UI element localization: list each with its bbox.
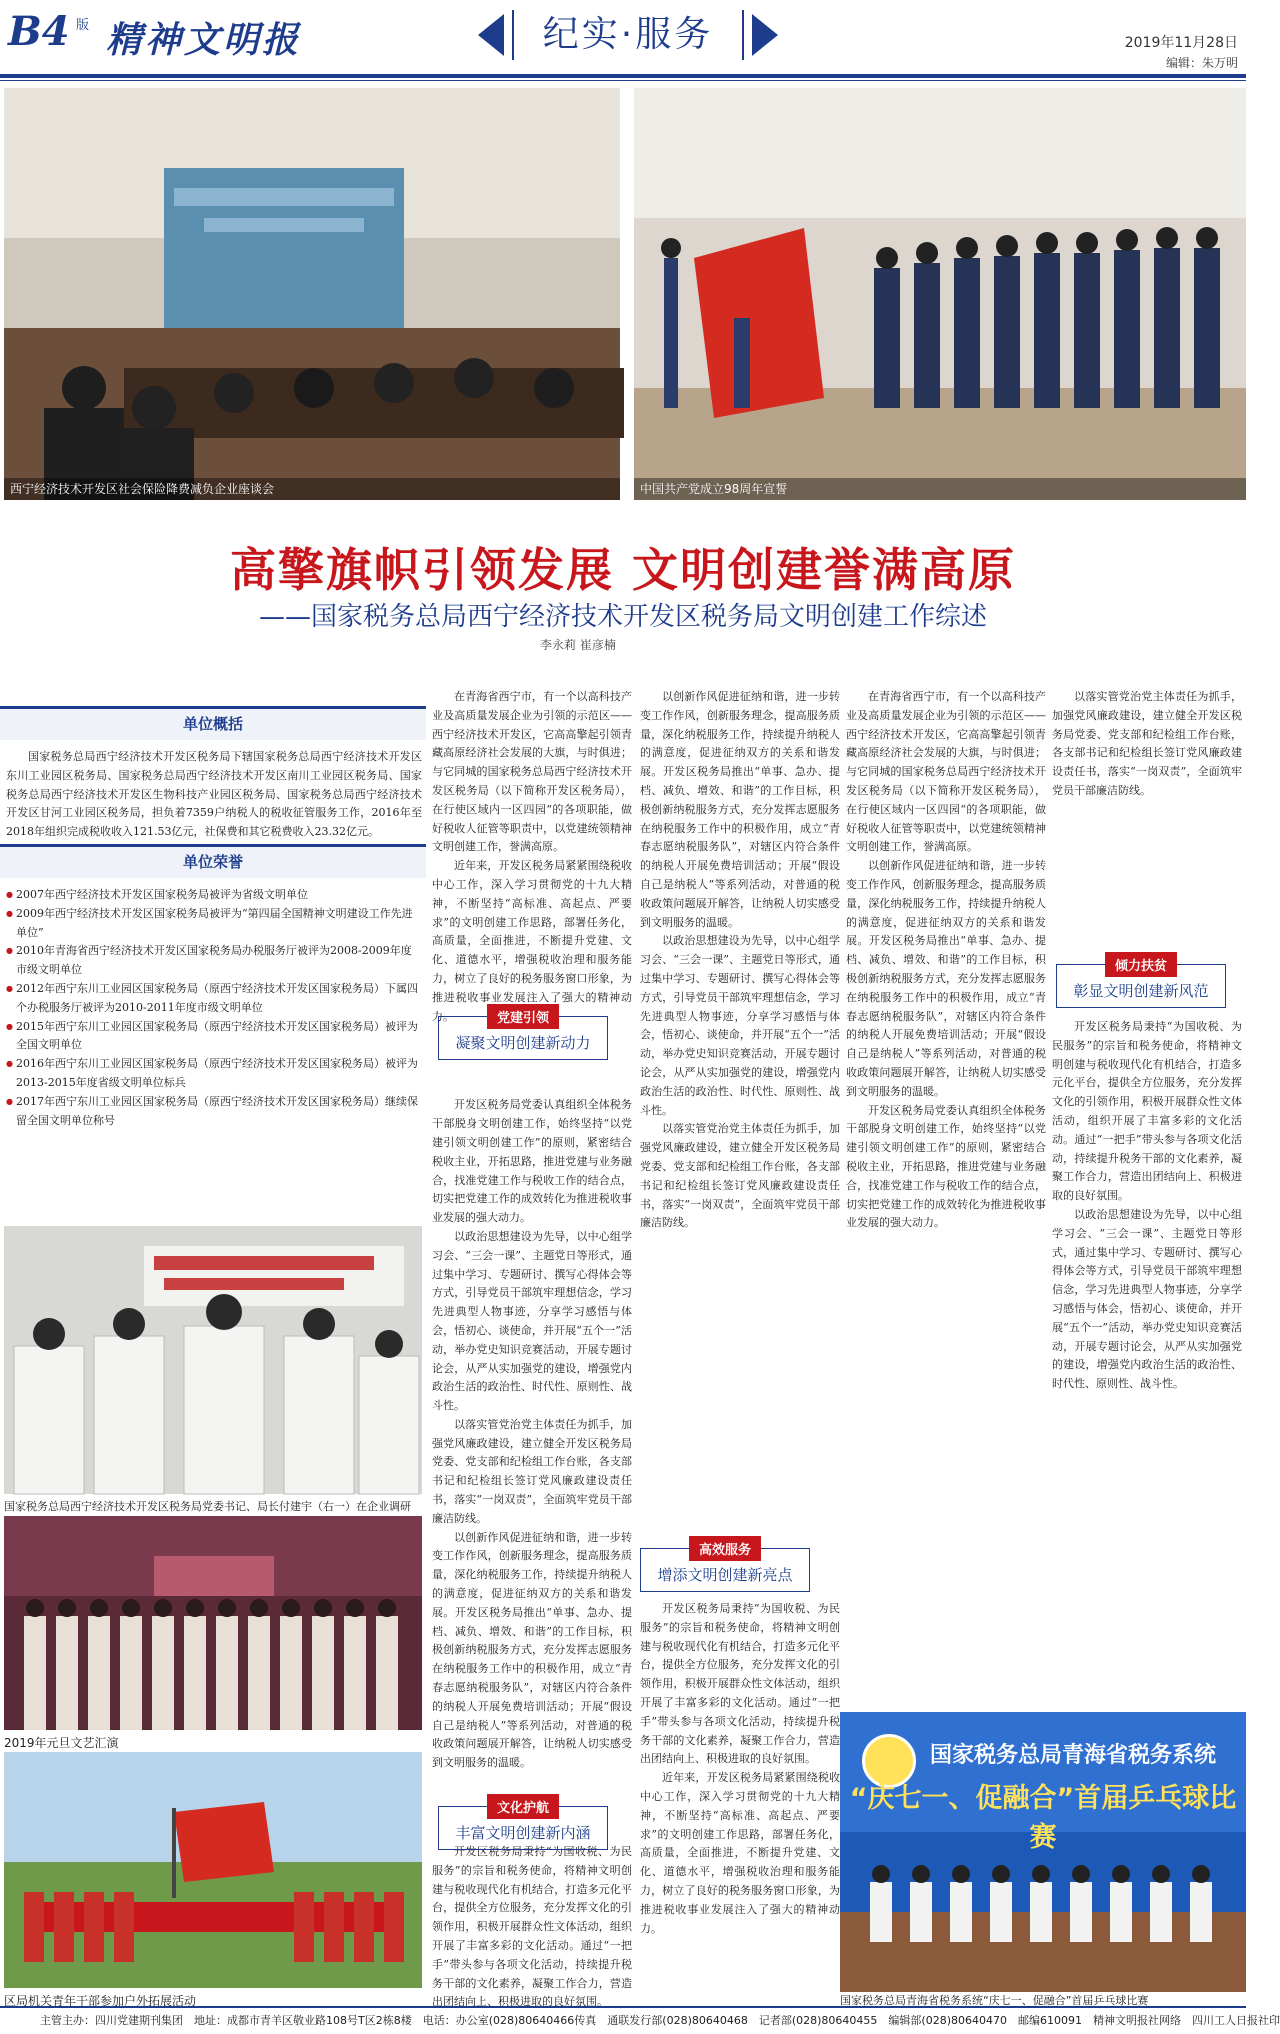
section-culture bbox=[438, 1794, 608, 1850]
photo-oath bbox=[634, 88, 1246, 500]
footer-info: 主管主办：四川党建期刊集团 地址：成都市青羊区敬业路108号T区2栋8楼 电话：办公室(028)80640466传真 通联发行部(028)80640468 记者部(028)80640455 编辑部(028)80640470 邮编610091 精神文明报社网络 四川工人日报社印 bbox=[0, 2006, 1246, 2034]
culture-paragraph: 开发区税务局秉持“为国收税、为民服务”的宗旨和税务使命，将精神文明创建与税收现代化有机结合，打造多元化平台，提供全方位服务，充分发挥文化的引领作用，积极开展群众性文体活动，组织开展了丰富多彩的文化活动。通过“一把手”带头参与各项文化活动，持续提升税务干部的文化素养，凝聚工作合力，营造出团结向上、积极进取的良好氛围。 bbox=[432, 1845, 632, 2009]
honor-item: ● 2009年西宁经济技术开发区国家税务局被评为“第四届全国精神文明建设工作先进单位” bbox=[6, 905, 422, 943]
issue-date: 2019年11月28日 bbox=[1124, 35, 1238, 51]
honor-item: ● 2015年西宁东川工业园区国家税务局（原西宁经济技术开发区国家税务局）被评为全国文明单位 bbox=[6, 1018, 422, 1056]
section-tag: 党建引领 bbox=[487, 1004, 559, 1029]
caption-ping-pong: 国家税务总局青海省税务系统“庆七一、促融合”首届乒乓球比赛 bbox=[840, 1994, 1149, 2007]
party-paragraph: 开发区税务局党委认真组织全体税务干部脱身文明创建工作，始终坚持“以党建引领文明创建工作”的原则，紧密结合税收主业，开拓思路，推进党建与业务融合，找准党建工作与税收工作的结合点，切实把党建工作的成效转化为推进税收事业发展的强大动力。 bbox=[432, 1098, 632, 1225]
section-label: 纪实·服务 bbox=[512, 10, 744, 60]
ping-pong-banner bbox=[840, 1712, 1246, 1992]
article-column-5 bbox=[1052, 688, 1242, 944]
caption-seminar: 西宁经济技术开发区社会保险降费减负企业座谈会 bbox=[4, 478, 620, 500]
outdoor-photo-image bbox=[4, 1752, 422, 1988]
section-title: 凝聚文明创建新动力 bbox=[455, 1034, 591, 1052]
intro-paragraph-2: 近年来，开发区税务局紧紧围绕税收中心工作，深入学习贯彻党的十九大精神，不断坚持“高标准、高起点、严要求”的文明创建工作思路，部署任务化，高质量，全面推进，不断提升党建、文化、道德水平，增强税收治理和服务能力，树立了良好的税务服务窗口形象，为推进税收事业发展注入了强大的精神动力。 bbox=[432, 859, 632, 1023]
lab-photo-image bbox=[4, 1226, 422, 1494]
party-paragraph-2: 以政治思想建设为先导，以中心组学习会、“三会一课”、主题党日等形式，通过集中学习、专题研讨、撰写心得体会等方式，引导党员干部筑牢理想信念，学习先进典型人物事迹，分享学习感悟与体会，悟初心、谈使命，并开展“五个一”活动，举办党史知识竞赛活动，开展专题讨论会，从严从实加强党的建设，增强党内政治生活的政治性、时代性、原则性、战斗性。 bbox=[432, 1229, 632, 1413]
honor-item: ● 2007年西宁经济技术开发区国家税务局被评为省级文明单位 bbox=[6, 886, 422, 905]
section-banner bbox=[478, 6, 778, 64]
honors-list bbox=[6, 886, 422, 1130]
body-paragraph: 以政治思想建设为先导，以中心组学习会、“三会一课”、主题党日等形式，通过集中学习、专题研讨、撰写心得体会等方式，引导党员干部筑牢理想信念，学习先进典型人物事迹，分享学习感悟与体会，悟初心、谈使命，并开展“五个一”活动，举办党史知识竞赛活动，开展专题讨论会，从严从实加强党的建设，增强党内政治生活的政治性、时代性、原则性、战斗性。 bbox=[1052, 1207, 1242, 1391]
body-paragraph: 开发区税务局秉持“为国收税、为民服务”的宗旨和税务使命，将精神文明创建与税收现代化有机结合，打造多元化平台，提供全方位服务，充分发挥文化的引领作用，积极开展群众性文体活动，组织开展了丰富多彩的文化活动。通过“一把手”带头参与各项文化活动，持续提升税务干部的文化素养，凝聚工作合力，营造出团结向上、积极进取的良好氛围。 bbox=[640, 1602, 840, 1766]
body-paragraph: 开发区税务局秉持“为国收税、为民服务”的宗旨和税务使命，将精神文明创建与税收现代化有机结合，打造多元化平台，提供全方位服务，充分发挥文化的引领作用，积极开展群众性文体活动，组织开展了丰富多彩的文化活动。通过“一把手”带头参与各项文化活动，持续提升税务干部的文化素养，凝聚工作合力，营造出团结向上、积极进取的良好氛围。 bbox=[1052, 1020, 1242, 1203]
article-column-3b bbox=[640, 1600, 840, 2000]
arrow-left-icon bbox=[478, 14, 504, 56]
honor-item: ● 2017年西宁东川工业园区国家税务局（原西宁经济技术开发区国家税务局）继续保留全国文明单位称号 bbox=[6, 1093, 422, 1131]
photo-outdoor bbox=[4, 1752, 422, 1988]
honor-item: ● 2010年青海省西宁经济技术开发区国家税务局办税服务厅被评为2008-2009年度市级文明单位 bbox=[6, 942, 422, 980]
headline-subtitle: ——国家税务总局西宁经济技术开发区税务局文明创建工作综述 bbox=[258, 602, 987, 632]
section-tag: 文化护航 bbox=[487, 1794, 559, 1819]
body-paragraph: 以落实管党治党主体责任为抓手，加强党风廉政建设，建立健全开发区税务局党委、党支部和纪检组工作台账，各支部书记和纪检组长签订党风廉政建设责任书，落实“一岗双责”，全面筑牢党员干部廉洁防线。 bbox=[1052, 690, 1242, 797]
masthead bbox=[0, 0, 1246, 80]
body-paragraph: 以政治思想建设为先导，以中心组学习会、“三会一课”、主题党日等形式，通过集中学习、专题研讨、撰写心得体会等方式，引导党员干部筑牢理想信念，学习先进典型人物事迹，分享学习感悟与体会，悟初心、谈使命，并开展“五个一”活动，举办党史知识竞赛活动，开展专题讨论会，从严从实加强党的建设，增强党内政治生活的政治性、时代性、原则性、战斗性。 bbox=[640, 934, 840, 1117]
honors-title: 单位荣誉 bbox=[0, 844, 426, 878]
style-paragraph: 以创新作风促进征纳和谐，进一步转变工作作风，创新服务理念，提高服务质量，深化纳税服务工作，持续提升纳税人的满意度，促进征纳双方的关系和谐发展。开发区税务局推出“单事、急办、提档、减负、增效、和谐”的工作目标，积极创新纳税服务方式，充分发挥志愿服务在纳税服务工作中的积极作用，成立“青春志愿纳税服务队”，对辖区内符合条件的纳税人开展免费培训活动；开展“假设自己是纳税人”等系列活动，对普通的税收政策问题展开解答，让纳税人切实感受到文明服务的温暖。 bbox=[432, 1530, 632, 1770]
overview-title: 单位概括 bbox=[0, 706, 426, 740]
body-paragraph: 开发区税务局党委认真组织全体税务干部脱身文明创建工作，始终坚持“以党建引领文明创建工作”的原则，紧密结合税收主业，开拓思路，推进党建与业务融合，找准党建工作与税收工作的结合点，切实把党建工作的成效转化为推进税收事业发展的强大动力。 bbox=[846, 1103, 1046, 1230]
caption-gala: 2019年元旦文艺汇演 bbox=[4, 1736, 119, 1750]
body-paragraph: 以创新作风促进征纳和谐，进一步转变工作作风，创新服务理念，提高服务质量，深化纳税服务工作，持续提升纳税人的满意度，促进征纳双方的关系和谐发展。开发区税务局推出“单事、急办、提档、减负、增效、和谐”的工作目标，积极创新纳税服务方式，充分发挥志愿服务在纳税服务工作中的积极作用，成立“青春志愿纳税服务队”，对辖区内符合条件的纳税人开展免费培训活动；开展“假设自己是纳税人”等系列活动，对普通的税收政策问题展开解答，让纳税人切实感受到文明服务的温暖。 bbox=[640, 690, 840, 929]
body-paragraph: 近年来，开发区税务局紧紧围绕税收中心工作，深入学习贯彻党的十九大精神，不断坚持“高标准、高起点、严要求”的文明创建工作思路，部署任务化，高质量，全面推进，不断提升党建、文化、道德水平，增强税收治理和服务能力，树立了良好的税务服务窗口形象，为推进税收事业发展注入了强大的精神动力。 bbox=[640, 1771, 840, 1935]
masthead-rule bbox=[0, 74, 1246, 78]
section-title: 增添文明创建新亮点 bbox=[657, 1566, 793, 1584]
section-party-building bbox=[438, 1004, 608, 1060]
photo-seminar bbox=[4, 88, 620, 500]
body-paragraph: 在青海省西宁市，有一个以高科技产业及高质量发展企业为引领的示范区——西宁经济技术开发区，它高高擎起引领青藏高原经济社会发展的大旗，与时俱进；与它同城的国家税务总局西宁经济技术开发区税务局（以下简称开发区税务局），在行使区域内一区四园“的各项职能，做好税收人征管等职责中，以党建统领精神文明创建工作，誉满高原。 bbox=[846, 690, 1046, 854]
overview-text bbox=[6, 748, 422, 852]
section-poverty bbox=[1056, 952, 1226, 1008]
page-suffix: 版 bbox=[76, 18, 90, 33]
intro-paragraph: 在青海省西宁市，有一个以高科技产业及高质量发展企业为引领的示范区——西宁经济技术开发区，它高高擎起引领青藏高原经济社会发展的大旗，与时俱进；与它同城的国家税务总局西宁经济技术开发区税务局（以下简称开发区税务局），在行使区域内一区四园“的各项职能，做好税收人征管等职责中，以党建统领精神文明创建工作，誉满高原。 bbox=[432, 690, 632, 854]
arrow-right-icon bbox=[752, 14, 778, 56]
headline-title: 高擎旗帜引领发展 文明创建誉满高原 bbox=[229, 543, 1016, 597]
article-column-3 bbox=[640, 688, 840, 1528]
section-service bbox=[640, 1536, 810, 1592]
article-column-4 bbox=[846, 688, 1046, 1704]
seminar-photo-image bbox=[4, 88, 620, 500]
section-title: 彰显文明创建新风范 bbox=[1073, 982, 1209, 1000]
overview-paragraph: 国家税务总局西宁经济技术开发区税务局下辖国家税务总局西宁经济技术开发区东川工业园区税务局、国家税务总局西宁经济技术开发区南川工业园区税务局、国家税务总局西宁经济技术开发区生物科技产业园区税务局、国家税务总局西宁经济技术开发区甘河工业园区税务局，担负着7359户纳税人的税收征管服务工作，2016年至2018年组织完成税收收入121.53亿元，社保费和其它税费收入23.32亿元。 bbox=[6, 750, 422, 839]
honor-item: ● 2016年西宁东川工业园区国家税务局（原西宁经济技术开发区国家税务局）被评为2013-2015年度省级文明单位标兵 bbox=[6, 1055, 422, 1093]
newspaper-name: 精神文明报 bbox=[106, 19, 302, 61]
page-number: B4 bbox=[8, 8, 70, 55]
ad-event: “庆七一、促融合”首届乒乓球比赛 bbox=[849, 1783, 1237, 1853]
body-paragraph: 以创新作风促进征纳和谐，进一步转变工作作风，创新服务理念，提高服务质量，深化纳税服务工作，持续提升纳税人的满意度，促进征纳双方的关系和谐发展。开发区税务局推出“单事、急办、提档、减负、增效、和谐”的工作目标，积极创新纳税服务方式，充分发挥志愿服务在纳税服务工作中的积极作用，成立“青春志愿纳税服务队”，对辖区内符合条件的纳税人开展免费培训活动；开展“假设自己是纳税人”等系列活动，对普通的税收政策问题展开解答，让纳税人切实感受到文明服务的温暖。 bbox=[846, 859, 1046, 1098]
section-title: 丰富文明创建新内涵 bbox=[455, 1824, 591, 1842]
article-column-2 bbox=[432, 688, 632, 2009]
article-column-5b bbox=[1052, 1018, 1242, 1698]
party-paragraph-3: 以落实管党治党主体责任为抓手，加强党风廉政建设，建立健全开发区税务局党委、党支部和纪检组工作台账，各支部书记和纪检组长签订党风廉政建设责任书，落实“一岗双责”，全面筑牢党员干部廉洁防线。 bbox=[432, 1417, 632, 1525]
body-paragraph: 以落实管党治党主体责任为抓手，加强党风廉政建设，建立健全开发区税务局党委、党支部和纪检组工作台账，各支部书记和纪检组长签订党风廉政建设责任书，落实“一岗双责”，全面筑牢党员干部廉洁防线。 bbox=[640, 1122, 840, 1230]
section-tag: 高效服务 bbox=[689, 1536, 761, 1561]
masthead-rule-thin bbox=[0, 80, 1246, 81]
honor-item: ● 2012年西宁东川工业园区国家税务局（原西宁经济技术开发区国家税务局）下属四个办税服务厅被评为2010-2011年度市级文明单位 bbox=[6, 980, 422, 1018]
caption-outdoor: 区局机关青年干部参加户外拓展活动 bbox=[4, 1994, 197, 2008]
photo-gala bbox=[4, 1516, 422, 1730]
section-tag: 倾力扶贫 bbox=[1105, 952, 1177, 977]
ad-org: 国家税务总局青海省税务系统 bbox=[930, 1743, 1217, 1768]
caption-oath: 中国共产党成立98周年宣誓 bbox=[634, 478, 1246, 500]
oath-photo-image bbox=[634, 88, 1246, 500]
editor-credit: 编辑：朱万明 bbox=[1165, 56, 1238, 70]
byline: 李永莉 崔彦楠 bbox=[540, 638, 616, 652]
photo-lab bbox=[4, 1226, 422, 1494]
gala-photo-image bbox=[4, 1516, 422, 1730]
caption-lab: 国家税务总局西宁经济技术开发区税务局党委书记、局长付建宇（右一）在企业调研 bbox=[4, 1500, 411, 1513]
